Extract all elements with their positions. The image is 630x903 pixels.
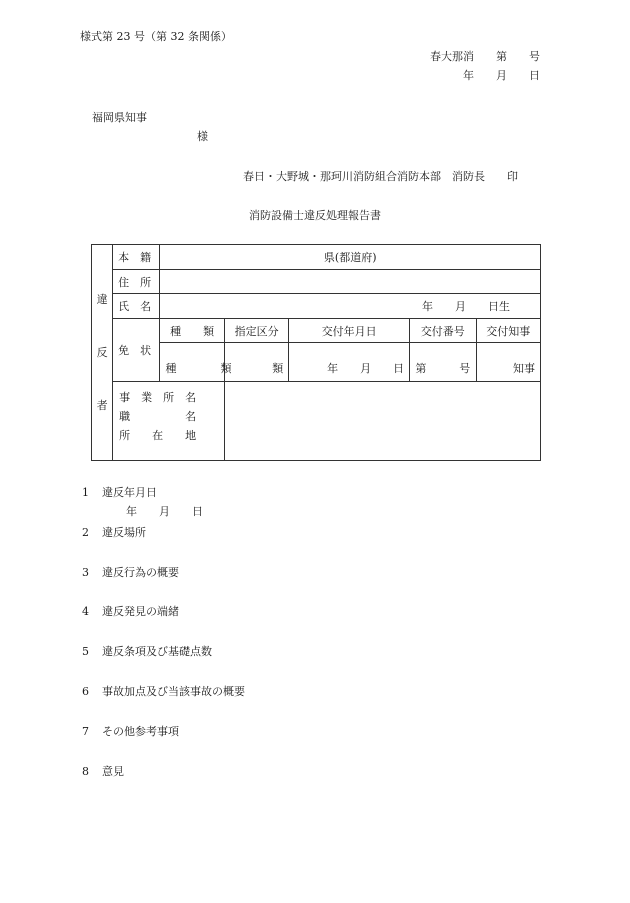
license-type-header: 種 類 <box>160 319 224 343</box>
list-item: 5 違反条項及び基礎点数 <box>82 645 212 658</box>
issuing-governor-header: 交付知事 <box>476 319 540 343</box>
document-date: 年 月 日 <box>463 69 540 82</box>
license-label: 免 状 <box>113 319 160 382</box>
job-title-label: 職 名 <box>119 410 197 423</box>
document-number: 春大那消 第 号 <box>430 50 540 63</box>
violator-char: 違 <box>96 292 108 306</box>
violator-char: 者 <box>96 399 108 413</box>
workplace-name-label: 事 業 所 名 <box>119 391 197 404</box>
issuing-governor-value: 知事 <box>476 343 540 382</box>
designation-value <box>224 343 288 382</box>
list-item: 4 違反発見の端緒 <box>82 605 179 618</box>
issue-number-header: 交付番号 <box>410 319 476 343</box>
list-item: 7 その他参考事項 <box>82 725 179 738</box>
location-label: 所 在 地 <box>119 429 197 442</box>
workplace-value <box>224 382 540 461</box>
designation-header: 指定区分 <box>224 319 288 343</box>
page-title: 消防設備士違反処理報告書 <box>249 209 381 222</box>
kind-suffix: 類 <box>272 362 284 375</box>
workplace-labels <box>113 382 225 461</box>
form-number: 様式第 23 号（第 32 条関係） <box>80 30 232 43</box>
violator-char: 反 <box>96 345 108 359</box>
birth-date: 年 月 日生 <box>160 294 541 319</box>
issue-number-value: 第 号 <box>410 343 476 382</box>
honseki-value: 県(都道府) <box>160 245 541 270</box>
addressee: 福岡県知事 <box>92 111 147 124</box>
address-label: 住 所 <box>113 270 160 294</box>
license-type-value: 種 類 <box>160 343 224 382</box>
list-item: 1 違反年月日 <box>82 486 157 499</box>
issue-date-value: 年 月 日 <box>289 343 410 382</box>
list-item: 6 事故加点及び当該事故の概要 <box>82 685 245 698</box>
honorific: 様 <box>197 130 208 143</box>
address-value <box>160 270 541 294</box>
violation-date-line: 年 月 日 <box>126 505 203 518</box>
list-item: 3 違反行為の概要 <box>82 566 179 579</box>
honseki-label: 本 籍 <box>113 245 160 270</box>
issue-date-header: 交付年月日 <box>289 319 410 343</box>
violator-info-table <box>91 244 541 461</box>
sender-line: 春日・大野城・那珂川消防組合消防本部 消防長 印 <box>243 170 518 183</box>
list-item: 2 違反場所 <box>82 526 146 539</box>
violator-label-cell <box>92 245 113 461</box>
list-item: 8 意見 <box>82 765 124 778</box>
name-label: 氏 名 <box>113 294 160 319</box>
